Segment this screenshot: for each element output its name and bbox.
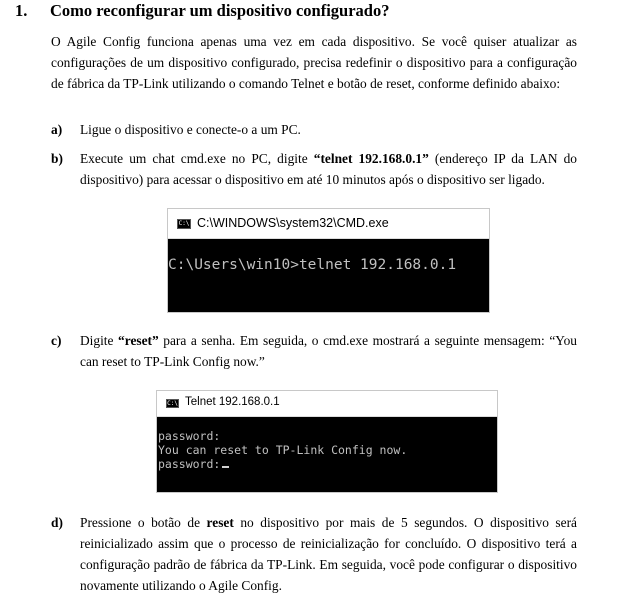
step-d bbox=[51, 512, 577, 596]
step-c bbox=[51, 330, 577, 372]
cmd-titlebar bbox=[168, 209, 489, 239]
section-title: Como reconfigurar um dispositivo configurado? bbox=[50, 1, 390, 20]
cmd-console-output bbox=[168, 239, 489, 312]
section-number: 1. bbox=[15, 1, 28, 20]
step-a bbox=[51, 119, 577, 140]
step-c-text: Digite “reset” para a senha. Em seguida, o cmd.exe mostrará a seguinte mensagem: “You can reset to TP-Link Config now.” bbox=[80, 333, 577, 369]
telnet-command-text: “telnet 192.168.0.1” bbox=[313, 151, 429, 166]
telnet-console-line: password: bbox=[158, 429, 221, 443]
step-b bbox=[51, 148, 577, 190]
telnet-window bbox=[156, 390, 498, 493]
step-a-text: Ligue o dispositivo e conecte-o a um PC. bbox=[80, 122, 301, 137]
text-cursor bbox=[222, 466, 229, 468]
section-heading bbox=[15, 1, 389, 21]
reset-password-text: “reset” bbox=[118, 333, 159, 348]
console-icon: C:\ bbox=[167, 400, 178, 407]
step-b-text: Execute um chat cmd.exe no PC, digite “telnet 192.168.0.1” (endereço IP da LAN do dispositivo) para acessar o dispositivo em até 10 minutos após o dispositivo ser ligado. bbox=[80, 151, 577, 187]
console-icon: C:\ bbox=[178, 220, 190, 227]
step-c-marker: c) bbox=[51, 333, 62, 348]
telnet-titlebar bbox=[157, 391, 497, 417]
telnet-console-line: You can reset to TP-Link Config now. bbox=[158, 443, 408, 457]
step-a-marker: a) bbox=[51, 122, 63, 137]
telnet-console-prompt-line bbox=[158, 457, 497, 471]
cmd-console-line: C:\Users\win10>telnet 192.168.0.1 bbox=[168, 257, 457, 273]
step-d-text: Pressione o botão de reset no dispositivo por mais de 5 segundos. O dispositivo será reinicializado assim que o processo de reinicialização for concluído. O dispositivo terá a configuração padrão de fábrica da TP-Link. Em seguida, você pode configurar o dispositivo novamente utilizando o Agile Config. bbox=[80, 515, 577, 593]
cmd-window-title: C:\WINDOWS\system32\CMD.exe bbox=[197, 216, 389, 230]
intro-paragraph: O Agile Config funciona apenas uma vez em cada dispositivo. Se você quiser atualizar as configurações de um dispositivo configurado, precisa redefinir o dispositivo para a configuração de fábrica da TP-Link utilizando o comando Telnet e botão de reset, conforme definido abaixo: bbox=[51, 34, 577, 91]
telnet-console-prompt: password: bbox=[158, 457, 221, 471]
telnet-console-output bbox=[157, 417, 497, 492]
step-d-marker: d) bbox=[51, 515, 63, 530]
reset-button-text: reset bbox=[206, 515, 234, 530]
step-b-marker: b) bbox=[51, 151, 63, 166]
cmd-window bbox=[167, 208, 490, 313]
telnet-window-title: Telnet 192.168.0.1 bbox=[185, 396, 280, 408]
